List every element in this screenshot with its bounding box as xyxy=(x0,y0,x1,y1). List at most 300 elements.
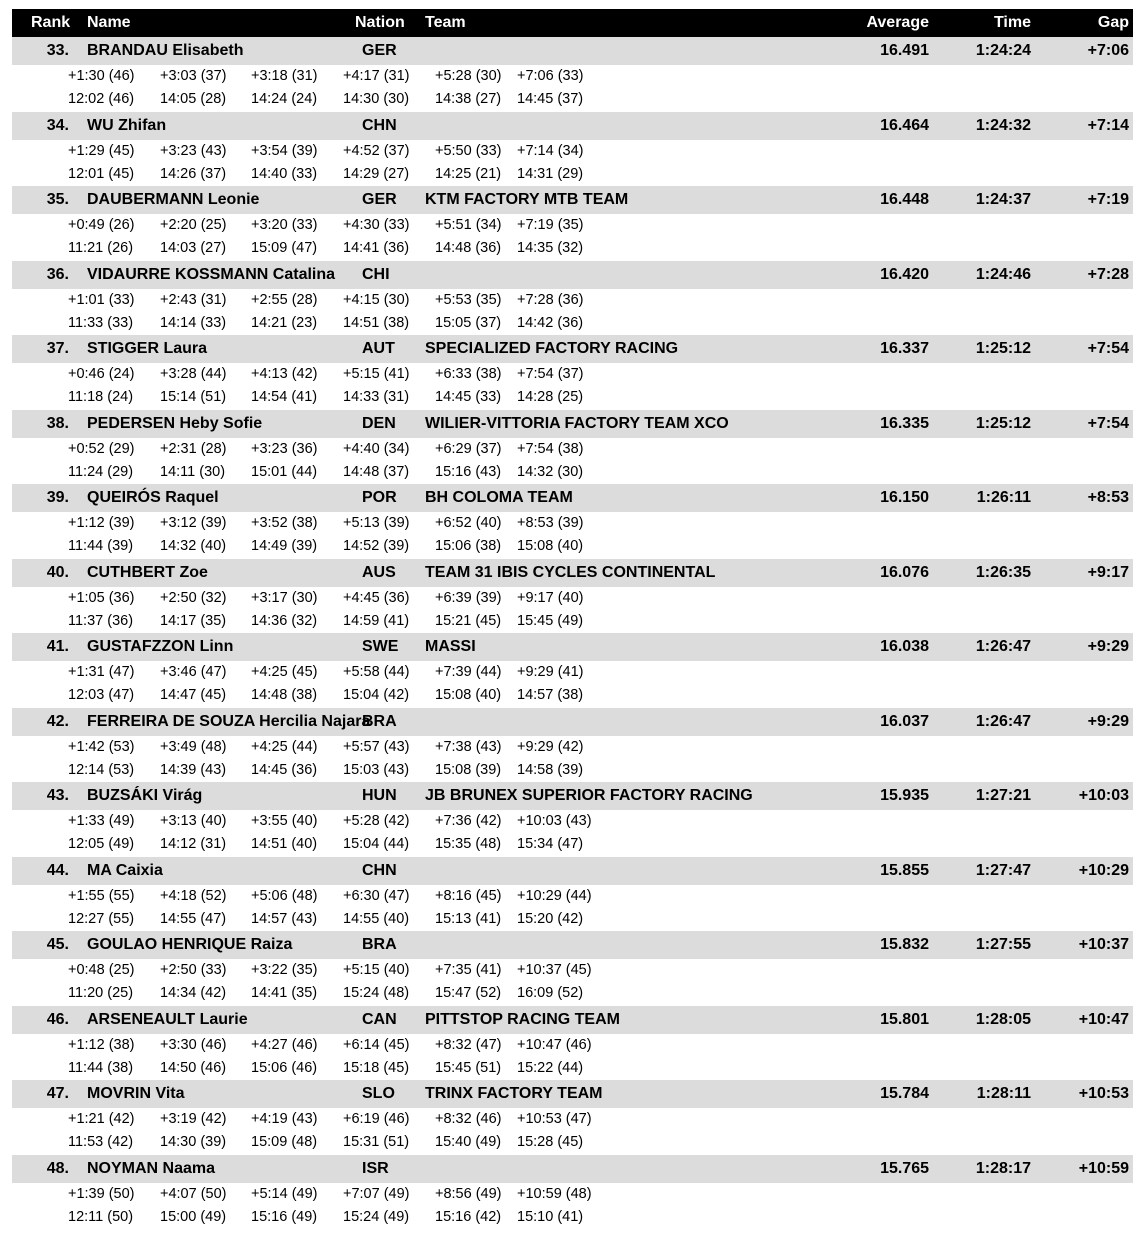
lap-gap: +4:27 (46) xyxy=(251,1036,318,1053)
rider-time: 1:26:47 xyxy=(975,712,1031,730)
lap-time: 11:44 (39) xyxy=(68,538,134,554)
results-table xyxy=(12,37,1133,1229)
lap-gap: +1:05 (36) xyxy=(68,589,135,606)
lap-gap-row xyxy=(12,739,1133,759)
rider-nation: HUN xyxy=(362,787,397,804)
rider-gap: +10:53 xyxy=(1078,1085,1129,1102)
lap-time-row xyxy=(12,240,1133,260)
column-header-name: Name xyxy=(87,14,131,31)
table-row xyxy=(12,410,1133,485)
lap-gap: +0:49 (26) xyxy=(68,217,135,233)
lap-time: 14:59 (41) xyxy=(343,612,410,629)
lap-gap: +3:30 (46) xyxy=(160,1036,227,1053)
lap-time: 14:45 (36) xyxy=(251,761,318,778)
lap-time: 16:09 (52) xyxy=(517,985,584,1001)
lap-gap: +4:40 (34) xyxy=(343,440,410,457)
lap-time-row xyxy=(12,315,1133,335)
lap-time: 15:20 (42) xyxy=(517,910,584,927)
lap-time-row xyxy=(12,762,1133,782)
lap-gap: +7:39 (44) xyxy=(435,664,502,680)
rider-rank: 42. xyxy=(46,712,69,730)
lap-time: 14:48 (36) xyxy=(435,240,502,256)
lap-gap-row xyxy=(12,366,1133,386)
lap-time: 15:04 (42) xyxy=(343,687,410,703)
lap-gap-row xyxy=(12,962,1133,982)
lap-time: 11:53 (42) xyxy=(68,1134,134,1150)
lap-gap: +7:36 (42) xyxy=(435,813,502,829)
rider-time: 1:25:12 xyxy=(975,340,1031,357)
lap-gap: +4:25 (44) xyxy=(251,738,318,755)
rider-name: QUEIRÓS Raquel xyxy=(87,489,219,506)
lap-time: 14:05 (28) xyxy=(160,91,227,107)
rider-rank: 41. xyxy=(46,638,69,655)
rider-summary-row xyxy=(12,782,1133,810)
results-header xyxy=(12,9,1133,37)
rider-average: 16.448 xyxy=(880,191,929,208)
lap-gap: +4:30 (33) xyxy=(343,217,410,233)
rider-average: 16.420 xyxy=(880,265,929,283)
lap-time: 12:27 (55) xyxy=(68,910,135,927)
lap-time: 15:10 (41) xyxy=(517,1208,584,1225)
lap-time: 12:11 (50) xyxy=(68,1208,134,1225)
lap-time: 12:03 (47) xyxy=(68,687,135,703)
column-header-time: Time xyxy=(993,14,1031,31)
rider-rank: 46. xyxy=(46,1010,69,1028)
lap-time: 14:21 (23) xyxy=(251,314,318,331)
rider-average: 15.832 xyxy=(880,936,929,953)
lap-gap: +3:46 (47) xyxy=(160,664,227,680)
lap-gap: +2:31 (28) xyxy=(160,440,227,457)
lap-time: 11:24 (29) xyxy=(68,463,134,480)
lap-gap: +2:55 (28) xyxy=(251,291,318,308)
lap-gap-row xyxy=(12,441,1133,461)
rider-nation: SWE xyxy=(362,638,399,655)
lap-gap: +3:19 (42) xyxy=(160,1111,227,1127)
lap-gap: +5:13 (39) xyxy=(343,515,410,531)
rider-name: VIDAURRE KOSSMANN Catalina xyxy=(87,265,336,283)
rider-rank: 36. xyxy=(46,265,69,283)
lap-gap: +3:22 (35) xyxy=(251,962,318,978)
rider-nation: DEN xyxy=(362,414,396,432)
lap-gap: +7:28 (36) xyxy=(517,291,584,308)
rider-gap: +7:06 xyxy=(1087,42,1129,59)
column-header-gap: Gap xyxy=(1097,14,1129,31)
lap-gap: +8:16 (45) xyxy=(435,887,502,904)
lap-gap: +1:12 (39) xyxy=(68,515,135,531)
lap-time: 14:25 (21) xyxy=(435,165,502,182)
rider-gap: +10:37 xyxy=(1078,936,1129,953)
lap-gap: +8:56 (49) xyxy=(435,1185,502,1202)
lap-time-row xyxy=(12,1060,1133,1080)
rider-name: ARSENEAULT Laurie xyxy=(87,1010,248,1028)
lap-time: 15:09 (47) xyxy=(251,240,318,256)
rider-average: 16.076 xyxy=(880,563,929,581)
rider-team: BH COLOMA TEAM xyxy=(425,489,573,506)
lap-time: 15:06 (46) xyxy=(251,1059,318,1076)
lap-gap: +9:29 (41) xyxy=(517,664,584,680)
lap-time: 14:47 (45) xyxy=(160,687,227,703)
lap-time: 14:14 (33) xyxy=(160,314,227,331)
table-row xyxy=(12,633,1133,708)
lap-time: 14:34 (42) xyxy=(160,985,227,1001)
table-row xyxy=(12,335,1133,410)
lap-gap: +4:19 (43) xyxy=(251,1111,318,1127)
lap-gap: +1:42 (53) xyxy=(68,738,135,755)
lap-time: 14:55 (47) xyxy=(160,910,227,927)
column-header-average: Average xyxy=(866,14,929,31)
rider-average: 16.464 xyxy=(880,116,929,134)
rider-rank: 34. xyxy=(46,116,69,134)
lap-gap: +6:39 (39) xyxy=(435,589,502,606)
lap-gap: +3:52 (38) xyxy=(251,515,318,531)
rider-average: 15.855 xyxy=(880,861,929,879)
lap-gap: +3:03 (37) xyxy=(160,68,227,84)
table-row xyxy=(12,37,1133,112)
lap-time: 14:36 (32) xyxy=(251,612,318,629)
lap-gap: +7:07 (49) xyxy=(343,1185,410,1202)
lap-gap: +4:15 (30) xyxy=(343,291,410,308)
lap-gap: +0:48 (25) xyxy=(68,962,135,978)
lap-time: 15:24 (48) xyxy=(343,985,410,1001)
lap-time: 14:57 (43) xyxy=(251,910,318,927)
rider-summary-row xyxy=(12,261,1133,289)
lap-gap: +4:17 (31) xyxy=(343,68,410,84)
lap-gap: +7:38 (43) xyxy=(435,738,502,755)
rider-time: 1:24:37 xyxy=(975,191,1031,208)
rider-name: STIGGER Laura xyxy=(87,340,208,357)
lap-gap: +4:07 (50) xyxy=(160,1185,227,1202)
lap-time: 15:35 (48) xyxy=(435,836,502,852)
rider-summary-row xyxy=(12,112,1133,140)
rider-team: TEAM 31 IBIS CYCLES CONTINENTAL xyxy=(425,563,716,581)
lap-gap: +10:03 (43) xyxy=(517,813,592,829)
lap-gap-row xyxy=(12,68,1133,88)
rider-team: PITTSTOP RACING TEAM xyxy=(425,1010,620,1028)
lap-time: 14:03 (27) xyxy=(160,240,227,256)
lap-time: 15:13 (41) xyxy=(435,910,502,927)
lap-time: 14:40 (33) xyxy=(251,165,318,182)
lap-time: 12:01 (45) xyxy=(68,165,135,182)
lap-time: 14:41 (35) xyxy=(251,985,318,1001)
lap-time: 15:05 (37) xyxy=(435,314,502,331)
lap-time: 14:33 (31) xyxy=(343,389,410,405)
rider-team: KTM FACTORY MTB TEAM xyxy=(425,191,629,208)
rider-name: CUTHBERT Zoe xyxy=(87,563,208,581)
lap-gap: +3:49 (48) xyxy=(160,738,227,755)
lap-gap: +1:30 (46) xyxy=(68,68,135,84)
rider-time: 1:28:05 xyxy=(975,1010,1031,1028)
lap-time: 14:50 (46) xyxy=(160,1059,227,1076)
lap-gap: +1:33 (49) xyxy=(68,813,135,829)
lap-time: 14:39 (43) xyxy=(160,761,227,778)
rider-time: 1:26:11 xyxy=(976,489,1031,506)
lap-gap: +0:46 (24) xyxy=(68,366,135,382)
lap-time: 15:08 (40) xyxy=(517,538,584,554)
lap-gap: +1:01 (33) xyxy=(68,291,135,308)
lap-gap: +6:19 (46) xyxy=(343,1111,410,1127)
lap-time: 14:45 (37) xyxy=(517,91,584,107)
rider-team: WILIER-VITTORIA FACTORY TEAM XCO xyxy=(425,414,729,432)
rider-average: 15.935 xyxy=(880,787,929,804)
rider-nation: CHN xyxy=(362,861,397,879)
rider-average: 15.784 xyxy=(880,1085,929,1102)
lap-gap: +5:14 (49) xyxy=(251,1185,318,1202)
lap-gap-row xyxy=(12,664,1133,684)
rider-name: WU Zhifan xyxy=(87,116,167,134)
rider-gap: +10:29 xyxy=(1078,861,1129,879)
lap-time: 15:08 (40) xyxy=(435,687,502,703)
lap-gap: +7:19 (35) xyxy=(517,217,584,233)
lap-time: 11:33 (33) xyxy=(68,314,134,331)
lap-gap: +10:47 (46) xyxy=(517,1036,592,1053)
lap-gap: +0:52 (29) xyxy=(68,440,135,457)
rider-summary-row xyxy=(12,1080,1133,1108)
lap-gap: +9:29 (42) xyxy=(517,738,584,755)
rider-name: BUZSÁKI Virág xyxy=(87,787,203,804)
lap-gap: +7:35 (41) xyxy=(435,962,502,978)
lap-gap: +7:54 (38) xyxy=(517,440,584,457)
rider-summary-row xyxy=(12,410,1133,438)
lap-time: 15:09 (48) xyxy=(251,1134,318,1150)
lap-time: 11:18 (24) xyxy=(68,389,134,405)
rider-time: 1:27:21 xyxy=(975,787,1031,804)
lap-gap: +5:15 (41) xyxy=(343,366,410,382)
rider-gap: +9:29 xyxy=(1087,638,1129,655)
rider-average: 16.337 xyxy=(880,340,929,357)
lap-time: 11:44 (38) xyxy=(68,1059,134,1076)
lap-gap: +3:23 (43) xyxy=(160,142,227,159)
rider-nation: AUT xyxy=(362,340,395,357)
rider-rank: 44. xyxy=(46,861,69,879)
rider-gap: +9:17 xyxy=(1087,563,1129,581)
lap-time: 14:57 (38) xyxy=(517,687,584,703)
lap-time: 14:32 (40) xyxy=(160,538,227,554)
table-row xyxy=(12,931,1133,1006)
rider-nation: POR xyxy=(362,489,397,506)
lap-gap: +3:12 (39) xyxy=(160,515,227,531)
lap-time-row xyxy=(12,687,1133,707)
lap-gap: +2:20 (25) xyxy=(160,217,227,233)
rider-rank: 39. xyxy=(46,489,69,506)
lap-gap: +3:18 (31) xyxy=(251,68,318,84)
rider-nation: SLO xyxy=(362,1085,395,1102)
lap-time: 14:51 (40) xyxy=(251,836,318,852)
lap-gap: +6:52 (40) xyxy=(435,515,502,531)
rider-name: GOULAO HENRIQUE Raiza xyxy=(87,936,293,953)
lap-time: 15:00 (49) xyxy=(160,1208,227,1225)
lap-gap: +1:31 (47) xyxy=(68,664,135,680)
rider-time: 1:24:24 xyxy=(975,42,1031,59)
rider-average: 16.150 xyxy=(880,489,929,506)
lap-gap: +2:43 (31) xyxy=(160,291,227,308)
lap-gap: +1:55 (55) xyxy=(68,887,135,904)
table-row xyxy=(12,708,1133,783)
table-row xyxy=(12,782,1133,857)
rider-summary-row xyxy=(12,186,1133,214)
lap-gap: +3:28 (44) xyxy=(160,366,227,382)
lap-time: 15:16 (43) xyxy=(435,463,502,480)
lap-gap: +1:29 (45) xyxy=(68,142,135,159)
rider-gap: +9:29 xyxy=(1087,712,1129,730)
lap-time: 14:31 (29) xyxy=(517,165,584,182)
lap-time-row xyxy=(12,911,1133,931)
lap-gap: +7:54 (37) xyxy=(517,366,584,382)
rider-time: 1:26:35 xyxy=(975,563,1031,581)
lap-gap-row xyxy=(12,515,1133,535)
column-header-nation: Nation xyxy=(355,14,405,31)
table-row xyxy=(12,484,1133,559)
lap-time: 15:34 (47) xyxy=(517,836,584,852)
rider-team: TRINX FACTORY TEAM xyxy=(425,1085,603,1102)
rider-gap: +7:28 xyxy=(1087,265,1129,283)
lap-time: 15:45 (49) xyxy=(517,612,584,629)
rider-nation: CAN xyxy=(362,1010,397,1028)
rider-rank: 37. xyxy=(46,340,69,357)
rider-time: 1:26:47 xyxy=(975,638,1031,655)
lap-gap: +6:29 (37) xyxy=(435,440,502,457)
lap-gap-row xyxy=(12,292,1133,312)
lap-time: 11:20 (25) xyxy=(68,985,134,1001)
rider-gap: +8:53 xyxy=(1087,489,1129,506)
rider-team: SPECIALIZED FACTORY RACING xyxy=(425,340,679,357)
rider-summary-row xyxy=(12,633,1133,661)
lap-time: 12:02 (46) xyxy=(68,91,135,107)
lap-time: 15:14 (51) xyxy=(160,389,227,405)
lap-time: 14:32 (30) xyxy=(517,463,584,480)
lap-gap: +5:15 (40) xyxy=(343,962,410,978)
rider-name: MA Caixia xyxy=(87,861,163,879)
lap-time: 15:40 (49) xyxy=(435,1134,502,1150)
rider-name: NOYMAN Naama xyxy=(87,1159,216,1177)
lap-time: 15:28 (45) xyxy=(517,1134,584,1150)
rider-time: 1:28:17 xyxy=(975,1159,1031,1177)
lap-time-row xyxy=(12,836,1133,856)
rider-name: FERREIRA DE SOUZA Hercilia Najara xyxy=(87,712,371,730)
rider-summary-row xyxy=(12,857,1133,885)
lap-gap: +5:50 (33) xyxy=(435,142,502,159)
rider-summary-row xyxy=(12,1155,1133,1183)
rider-summary-row xyxy=(12,931,1133,959)
lap-time: 14:45 (33) xyxy=(435,389,502,405)
table-row xyxy=(12,1006,1133,1081)
rider-average: 16.037 xyxy=(880,712,929,730)
lap-gap: +4:13 (42) xyxy=(251,366,318,382)
rider-time: 1:24:32 xyxy=(975,116,1031,134)
lap-time: 15:08 (39) xyxy=(435,761,502,778)
lap-gap: +5:58 (44) xyxy=(343,664,410,680)
rider-rank: 33. xyxy=(46,42,69,59)
lap-time-row xyxy=(12,1134,1133,1154)
rider-name: BRANDAU Elisabeth xyxy=(87,42,244,59)
lap-gap: +5:28 (42) xyxy=(343,813,410,829)
lap-time-row xyxy=(12,389,1133,409)
lap-time: 14:12 (31) xyxy=(160,836,227,852)
lap-gap: +5:51 (34) xyxy=(435,217,502,233)
lap-time-row xyxy=(12,613,1133,633)
lap-time-row xyxy=(12,538,1133,558)
lap-gap: +8:32 (46) xyxy=(435,1111,502,1127)
lap-gap: +10:29 (44) xyxy=(517,887,592,904)
lap-gap-row xyxy=(12,590,1133,610)
rider-average: 16.335 xyxy=(880,414,929,432)
rider-average: 15.765 xyxy=(880,1159,929,1177)
rider-rank: 38. xyxy=(46,414,69,432)
lap-time: 14:41 (36) xyxy=(343,240,410,256)
table-row xyxy=(12,112,1133,187)
lap-gap: +1:21 (42) xyxy=(68,1111,135,1127)
lap-gap: +6:30 (47) xyxy=(343,887,410,904)
lap-time: 14:54 (41) xyxy=(251,389,318,405)
lap-gap: +10:59 (48) xyxy=(517,1185,592,1202)
lap-gap: +4:18 (52) xyxy=(160,887,227,904)
lap-time: 14:51 (38) xyxy=(343,314,410,331)
lap-gap: +5:06 (48) xyxy=(251,887,318,904)
rider-rank: 43. xyxy=(46,787,69,804)
rider-name: MOVRIN Vita xyxy=(87,1085,185,1102)
lap-time-row xyxy=(12,91,1133,111)
lap-time: 15:21 (45) xyxy=(435,612,502,629)
rider-summary-row xyxy=(12,1006,1133,1034)
rider-summary-row xyxy=(12,335,1133,363)
lap-time: 15:24 (49) xyxy=(343,1208,410,1225)
lap-gap: +2:50 (33) xyxy=(160,962,227,978)
lap-time-row xyxy=(12,1209,1133,1229)
lap-time: 14:11 (30) xyxy=(160,463,226,480)
lap-gap: +4:25 (45) xyxy=(251,664,318,680)
lap-time: 15:04 (44) xyxy=(343,836,410,852)
lap-gap-row xyxy=(12,217,1133,237)
lap-time-row xyxy=(12,166,1133,186)
rider-rank: 40. xyxy=(46,563,69,581)
lap-gap-row xyxy=(12,888,1133,908)
lap-gap: +2:50 (32) xyxy=(160,589,227,606)
rider-gap: +7:19 xyxy=(1087,191,1129,208)
rider-rank: 35. xyxy=(46,191,69,208)
rider-name: GUSTAFZZON Linn xyxy=(87,638,234,655)
lap-gap: +3:17 (30) xyxy=(251,589,318,606)
lap-time: 14:30 (30) xyxy=(343,91,410,107)
table-row xyxy=(12,186,1133,261)
lap-gap: +5:53 (35) xyxy=(435,291,502,308)
column-header-rank: Rank xyxy=(31,14,71,31)
rider-name: PEDERSEN Heby Sofie xyxy=(87,414,263,432)
lap-time: 14:48 (37) xyxy=(343,463,410,480)
lap-time: 14:28 (25) xyxy=(517,389,584,405)
lap-gap: +4:52 (37) xyxy=(343,142,410,159)
rider-summary-row xyxy=(12,484,1133,512)
rider-nation: BRA xyxy=(362,936,397,953)
lap-time: 14:58 (39) xyxy=(517,761,584,778)
lap-time: 15:47 (52) xyxy=(435,985,502,1001)
lap-gap: +6:33 (38) xyxy=(435,366,502,382)
lap-gap: +3:20 (33) xyxy=(251,217,318,233)
lap-time: 15:31 (51) xyxy=(343,1134,410,1150)
rider-rank: 48. xyxy=(46,1159,69,1177)
rider-time: 1:24:46 xyxy=(975,265,1031,283)
lap-time: 14:52 (39) xyxy=(343,538,410,554)
lap-gap: +10:37 (45) xyxy=(517,962,592,978)
table-row xyxy=(12,1155,1133,1230)
rider-summary-row xyxy=(12,37,1133,65)
lap-gap: +1:12 (38) xyxy=(68,1036,135,1053)
column-header-team: Team xyxy=(425,14,466,31)
lap-time: 12:05 (49) xyxy=(68,836,135,852)
lap-gap: +8:32 (47) xyxy=(435,1036,502,1053)
lap-time: 14:35 (32) xyxy=(517,240,584,256)
rider-gap: +10:47 xyxy=(1078,1010,1129,1028)
rider-nation: CHN xyxy=(362,116,397,134)
rider-average: 15.801 xyxy=(880,1010,929,1028)
